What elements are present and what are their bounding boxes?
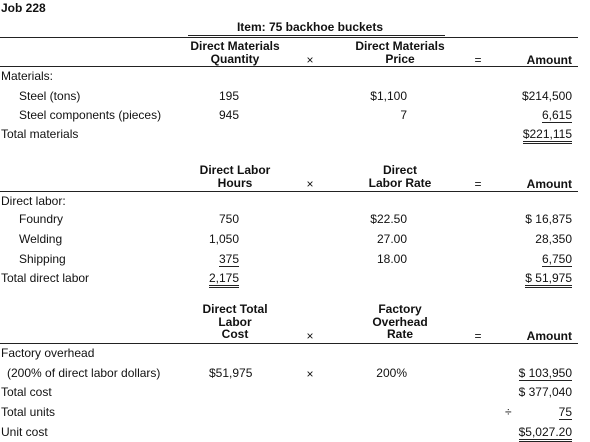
col-dm-quantity-line1: Direct Materials (190, 39, 280, 53)
col-foh-rate-line2: Overhead (372, 315, 428, 329)
col-dm-quantity-line2: Quantity (210, 52, 260, 66)
col-dl-hours-line2: Hours (217, 176, 253, 190)
row-price: 7 (400, 108, 407, 122)
overhead-amount: $ 103,950 (518, 366, 572, 380)
row-hours: 750 (218, 212, 239, 226)
col-foh-rate-line3: Rate (386, 327, 413, 341)
col-dl-rate-line1: Direct (382, 163, 417, 177)
row-label: Foundry (19, 212, 64, 226)
row-amount: 28,350 (535, 232, 572, 246)
total-direct-labor-label: Total direct labor (1, 271, 90, 285)
item-underline (188, 35, 445, 36)
row-label: Steel (tons) (19, 89, 81, 103)
row-label: Shipping (19, 252, 66, 266)
unit-cost-amount: $5,027.20 (519, 425, 572, 442)
row-quantity: 945 (218, 108, 239, 122)
section3-header-rule (0, 343, 578, 344)
col-dl-hours-line1: Direct Labor (199, 163, 271, 177)
row-quantity: 195 (218, 89, 239, 103)
unit-cost-label: Unit cost (1, 425, 48, 439)
col-dl-rate-line2: Labor Rate (368, 176, 432, 190)
total-units-label: Total units (1, 405, 56, 419)
row-hours: 375 (218, 252, 239, 266)
row-amount: $ 16,875 (525, 212, 572, 226)
times-sign: × (306, 367, 314, 381)
row-price: $1,100 (370, 89, 407, 103)
section1-top-rule (0, 37, 578, 38)
row-hours: 1,050 (208, 232, 239, 246)
times-sign: × (306, 329, 314, 343)
total-hours: 2,175 (209, 271, 239, 288)
job-title: Job 228 (1, 1, 46, 15)
row-label: Steel components (pieces) (19, 108, 162, 122)
item-label: Item: 75 backhoe buckets (236, 20, 384, 34)
materials-group-label: Materials: (1, 69, 54, 83)
total-cost-amount: $ 377,040 (518, 385, 572, 399)
row-rate: 27.00 (376, 232, 407, 246)
total-units-value: 75 (558, 405, 572, 419)
row-label: Welding (19, 232, 63, 246)
col-dlc-line1: Direct Total (202, 302, 268, 316)
col-amount: Amount (526, 53, 572, 67)
col-foh-rate-line1: Factory (378, 302, 422, 316)
row-amount: $214,500 (521, 89, 572, 103)
col-dlc-line3: Cost (221, 327, 249, 341)
direct-labor-group-label: Direct labor: (1, 194, 66, 208)
total-materials-label: Total materials (1, 127, 79, 141)
section2-header-rule (0, 191, 578, 192)
equals-sign: = (474, 329, 482, 343)
total-cost-label: Total cost (1, 385, 52, 399)
equals-sign: = (474, 177, 482, 191)
col-amount: Amount (526, 177, 572, 191)
col-amount: Amount (526, 329, 572, 343)
overhead-row-label: (200% of direct labor dollars) (7, 366, 161, 380)
overhead-rate: 200% (376, 366, 407, 380)
row-amount: 6,615 (541, 108, 572, 122)
equals-sign: = (474, 53, 482, 67)
times-sign: × (306, 53, 314, 67)
row-rate: 18.00 (376, 252, 407, 266)
factory-overhead-group-label: Factory overhead (1, 346, 95, 360)
times-sign: × (306, 177, 314, 191)
total-materials-amount: $221,115 (523, 127, 572, 144)
col-dm-price-line1: Direct Materials (355, 39, 445, 53)
total-direct-labor-amount: $ 51,975 (525, 271, 572, 288)
overhead-cost: $51,975 (209, 366, 253, 380)
col-dlc-line2: Labor (218, 315, 252, 329)
row-rate: $22.50 (370, 212, 407, 226)
row-amount: 6,750 (541, 252, 572, 266)
section1-header-rule (0, 66, 578, 67)
divide-sign: ÷ (505, 405, 512, 419)
col-dm-price-line2: Price (385, 52, 415, 66)
